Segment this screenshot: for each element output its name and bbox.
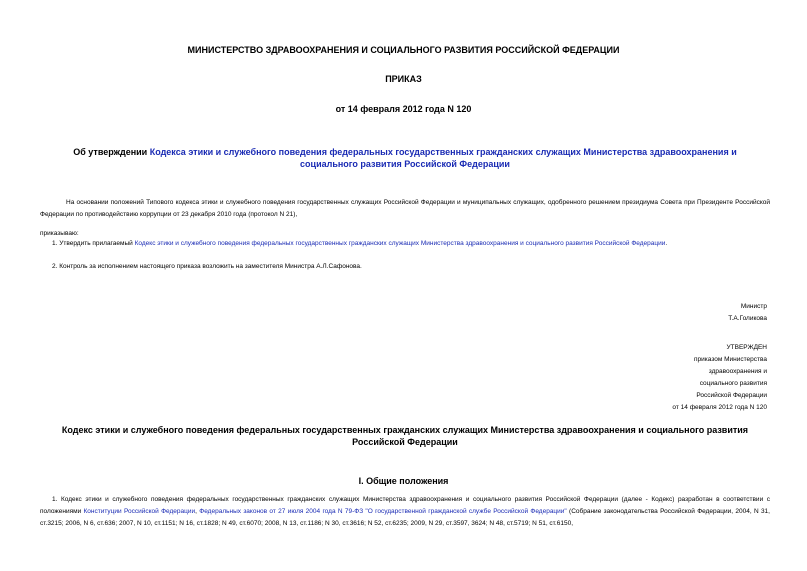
signature-name: Т.А.Голикова [728,315,767,322]
code-link-item1[interactable]: Кодекс этики и служебного поведения федеральных государственных гражданских служащих Министерства здравоохранения и социального развития Российской Федерации [134,240,666,247]
approval-line-5: Российской Федерации [696,392,767,399]
item-1 [52,238,772,250]
para-1-text-2: , [195,508,200,515]
para-1-text-3: (Собрание законодательства Российской Федерации, 2004, N 31, ст.3215; 2006, N 6, ст.636; 2007, N 10, ст.1151; N 16, ст.1828; N 49, ст.6070; 2008, N 13, ст.1186; N 30, ст.3616; N 52, ст.6235; 2009, N 29, ст.3597, 3624; N 48, ст.5719; N 51, ст.6150, [40,508,770,527]
item-1-suffix: . [665,240,668,247]
approval-line-2: приказом Министерства [694,356,767,363]
doc-title-prefix: Об утверждении [73,147,150,157]
approval-line-6: от 14 февраля 2012 года N 120 [672,404,767,411]
para-1-text-1: 1. Кодекс этики и служебного поведения федеральных государственных гражданских служащих Министерства здравоохранения и социального развития Российской Федерации (далее - Кодекс) разработан в соответствии с положениями [40,496,770,515]
preamble: На основании положений Типового кодекса этики и служебного поведения государственных служащих Российской Федерации и муниципальных служащих, одобренного решением президиума Совета при Президенте Российской Федерации по противодействию коррупции от 23 декабря 2010 года (протокол N 21), [40,199,770,218]
approval-line-1: УТВЕРЖДЕН [726,344,767,351]
approval-line-4: социального развития [699,380,767,387]
paragraph-1 [40,494,770,530]
section-heading: I. Общие положения [358,476,449,486]
doc-type: ПРИКАЗ [385,74,422,84]
doc-date: от 14 февраля 2012 года N 120 [335,104,472,114]
order-word: приказываю: [40,230,79,237]
code-title: Кодекс этики и служебного поведения федеральных государственных гражданских служащих Министерства здравоохранения и социального развития Российской Федерации [61,425,749,447]
code-link-title[interactable]: Кодекса этики и служебного поведения федеральных государственных гражданских служащих Министерства здравоохранения и социального развития Российской Федерации [149,147,737,169]
approval-line-3: здравоохранения и [708,368,767,375]
federal-laws-link[interactable]: Федеральных законов от 27 июля 2004 года N 79-ФЗ "О государственной гражданской службе Российской Федерации" [199,508,567,515]
ministry-header: МИНИСТЕРСТВО ЗДРАВООХРАНЕНИЯ И СОЦИАЛЬНОГО РАЗВИТИЯ РОССИЙСКОЙ ФЕДЕРАЦИИ [187,45,620,55]
signature-position: Министр [740,303,767,310]
signature-block [728,301,767,325]
item-1-prefix: 1. Утвердить прилагаемый [52,240,135,247]
constitution-link[interactable]: Конституции Российской Федерации [83,508,196,515]
approval-block [672,342,767,414]
doc-title [60,147,750,170]
item-2: 2. Контроль за исполнением настоящего приказа возложить на заместителя Министра А.Л.Сафонова. [52,263,362,270]
